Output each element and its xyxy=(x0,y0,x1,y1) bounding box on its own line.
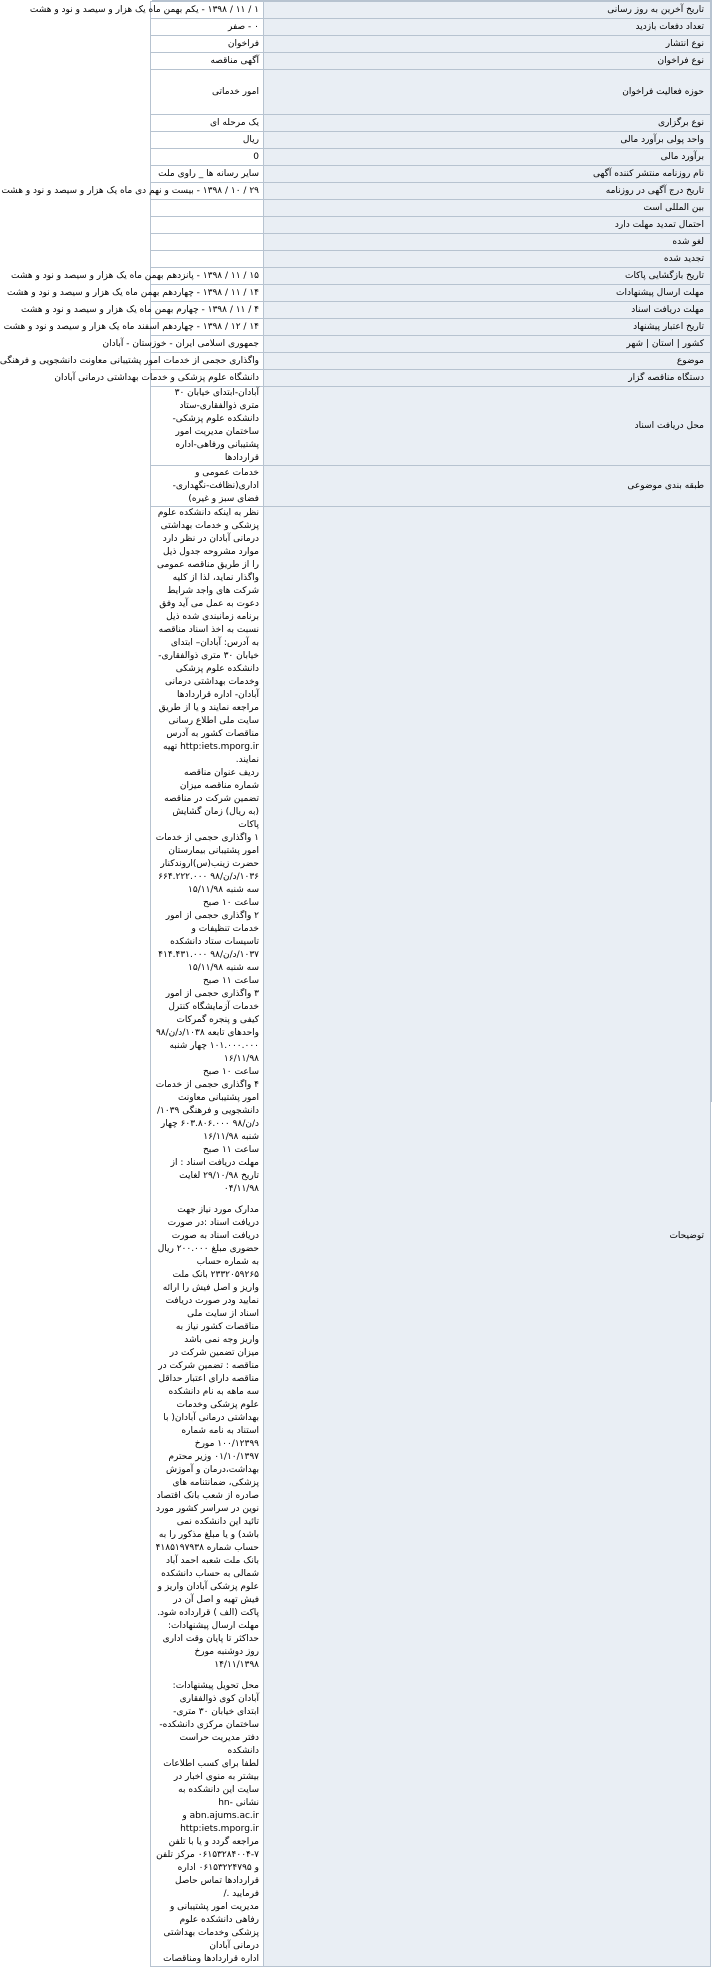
category-row xyxy=(151,466,711,507)
field-value-text: ۱ / ۱۱ / ۱۳۹۸ - یکم بهمن ماه یک هزار و سیصد و نود و هشت xyxy=(29,4,259,15)
field-label: تعداد دفعات بازدید xyxy=(264,19,711,36)
tender-info-table xyxy=(0,1,711,1967)
description-paragraph: ۴ واگذاری حجمی از خدمات امور پشتیبانی معاونت دانشجویی و فرهنگی ۱۰۳۹/د/ن/۹۸ ۶۰۳.۸۰۶.۰۰۰ چهار شنبه ۱۶/۱۱/۹۸ xyxy=(155,1080,259,1142)
field-value-text: ۱۴ / ۱۱ / ۱۳۹۸ - چهاردهم بهمن ماه یک هزار و سیصد و نود و هشت xyxy=(6,287,259,298)
proposal-deadline-row xyxy=(151,285,711,302)
field-value xyxy=(151,132,264,149)
description-paragraph: شماره مناقصه میزان تضمین شرکت در مناقصه (به ریال) زمان گشایش پاکات xyxy=(164,781,259,830)
field-label: نام روزنامه منتشر کننده آگهی xyxy=(264,166,711,183)
description-paragraph: مهلت ارسال پیشنهادات: حداکثر تا پایان وقت اداری روز دوشنبه مورخ ۱۴/۱۱/۱۳۹۸ xyxy=(162,1621,259,1670)
field-label: تجدید شده xyxy=(264,251,711,268)
field-value xyxy=(3,319,264,336)
field-value xyxy=(151,466,264,507)
estimate-row xyxy=(151,149,711,166)
description-text xyxy=(151,507,264,1967)
document-deadline-row xyxy=(151,302,711,319)
cancelled-row xyxy=(151,234,711,251)
holding-type-row xyxy=(151,115,711,132)
field-value-text: ۱۵ / ۱۱ / ۱۳۹۸ - پانزدهم بهمن ماه یک هزار و سیصد و نود و هشت xyxy=(11,270,259,281)
opening-date-row xyxy=(151,268,711,285)
description-paragraph: لطفا برای کسب اطلاعات بیشتر به منوی اخبار در سایت این دانشکده به نشانی hn-abn.ajums.ac.ir و http:iets.mporg.ir مراجعه گردد و یا با تلفن ۷-۰۶۱۵۳۲۸۴۰۰۴ مرکز تلفن و ۰۶۱۵۳۲۲۴۷۹۵ اداره قراردادها تماس حاصل فرمایید ./ xyxy=(156,1759,259,1899)
subject-row xyxy=(151,353,711,370)
field-value xyxy=(102,336,264,353)
description-paragraph: محل تحویل پیشنهادات: آبادان کوی ذوالفقاری ابتدای خیابان ۳۰ متری- ساختمان مرکزی دانشکده- دفتر مدیریت حراست دانشکده xyxy=(159,1681,259,1756)
field-label: بین المللی است xyxy=(264,200,711,217)
renewed-row xyxy=(151,251,711,268)
description-paragraph: ساعت ۱۰ صبح xyxy=(202,1067,259,1077)
publish-type-row xyxy=(151,36,711,53)
field-label: لغو شده xyxy=(264,234,711,251)
field-value-text: امور خدماتی xyxy=(211,86,259,97)
description-row xyxy=(151,507,711,1967)
field-value xyxy=(20,302,264,319)
field-value-text: خدمات عمومی و اداری(نظافت-نگهداری-فضای سبز و غیره) xyxy=(172,467,259,504)
field-label: محل دریافت اسناد xyxy=(264,387,711,466)
call-type-row xyxy=(151,53,711,70)
field-value xyxy=(29,2,264,19)
description-paragraph: مدیریت امور پشتیبانی و رفاهی دانشکده علوم پزشکی وخدمات بهداشتی درمانی آبادان xyxy=(163,1902,259,1951)
field-value xyxy=(151,166,264,183)
description-paragraph xyxy=(155,1196,259,1204)
description-paragraph: ساعت ۱۰ صبح xyxy=(202,898,259,908)
description-label: توضیحات xyxy=(264,507,711,1967)
description-paragraph: ردیف عنوان مناقصه xyxy=(184,768,259,778)
field-value-text: سایر رسانه ها _ راوی ملت xyxy=(158,168,259,179)
field-value xyxy=(151,234,264,251)
field-value-text: ۰ - صفر xyxy=(228,21,259,32)
field-value xyxy=(6,285,264,302)
currency-row xyxy=(151,132,711,149)
description-paragraph: ۲ واگذاری حجمی از امور خدمات تنظیفات و تاسیسات ستاد دانشکده ۱۰۳۷/د/ن/۹۸ ۴۱۴.۴۳۱.۰۰۰ سه شنبه ۱۵/۱۱/۹۸ xyxy=(158,911,259,973)
field-value-text: فراخوان xyxy=(227,38,259,49)
field-label: مهلت ارسال پیشنهادات xyxy=(264,285,711,302)
field-label: کشور | استان | شهر xyxy=(264,336,711,353)
field-label: مهلت دریافت اسناد xyxy=(264,302,711,319)
field-label: موضوع xyxy=(264,353,711,370)
last-update-row xyxy=(151,2,711,19)
field-value-text: جمهوری اسلامی ایران - خوزستان - آبادان xyxy=(102,338,259,349)
description-paragraph: میزان تضمین شرکت در مناقصه : تضمین شرکت در مناقصه دارای اعتبار حداقل سه ماهه به نام دانشکده علوم پزشکی وخدمات بهداشتی درمانی آبادان( با استناد به نامه شماره ۱۰۰/۱۲۳۹۹ مورخ ۰۱/۱۰/۱۳۹۷ وزیر محترم بهداشت،درمان و آموزش پزشکی، ضمانتنامه های صادره از شعب بانک اقتصاد نوین در سراسر کشور مورد تائید این دانشکده نمی باشد) و یا مبلغ مذکور را به حساب شماره ۴۱۸۵۱۹۷۹۳۸ بانک ملت شعبه احمد آباد شمالی به حساب دانشکده علوم پزشکی آبادان واریز و فیش تهیه و اصل آن در پاکت (الف ) قرارداده شود. xyxy=(155,1348,259,1618)
description-paragraph: ساعت ۱۱ صبح xyxy=(202,976,259,986)
field-label: احتمال تمدید مهلت دارد xyxy=(264,217,711,234)
field-value xyxy=(1,183,264,200)
description-paragraph: مدارک مورد نیاز جهت دریافت اسناد :در صورت دریافت اسناد به صورت حضوری مبلغ ۲۰۰.۰۰۰ ریال به شماره حساب ۲۳۳۲۰۵۹۲۶۵ بانک ملت واریز و اصل فیش را ارائه نمایید ودر صورت دریافت اسناد از سایت ملی مناقصات کشور نیاز به واریز وجه نمی باشد xyxy=(157,1205,259,1345)
description-paragraph: مهلت دریافت اسناد : از تاریخ ۲۹/۱۰/۹۸ لغایت ۰۴/۱۱/۹۸ xyxy=(170,1158,259,1194)
field-value xyxy=(151,200,264,217)
field-value xyxy=(151,36,264,53)
field-label: طبقه بندی موضوعی xyxy=(264,466,711,507)
activity-field-row xyxy=(151,70,711,115)
description-paragraph: ۱ واگذاری حجمی از خدمات امور پشتیبانی بیمارستان حضرت زینب(س)اروندکنار ۱۰۳۶/د/ن/۹۸ ۶۶۴.۲۲۲.۰۰۰ سه شنبه ۱۵/۱۱/۹۸ xyxy=(155,833,259,895)
description-paragraph: ساعت ۱۱ صبح xyxy=(202,1145,259,1155)
field-value-text: 0 xyxy=(253,151,259,162)
location-row xyxy=(151,336,711,353)
field-value-text: واگذاری حجمی از خدمات امور پشتیبانی معاونت دانشجویی و فرهنگی xyxy=(0,355,259,366)
extension-row xyxy=(151,217,711,234)
field-value xyxy=(54,370,264,387)
field-value-text: آگهی مناقصه xyxy=(210,55,259,66)
field-label: تاریخ اعتبار پیشنهاد xyxy=(264,319,711,336)
description-paragraph: ۳ واگذاری حجمی از امور خدمات آزمایشگاه کنترل کیفی و پنجره گمرکات واحدهای تابعه ۱۰۳۸/د/ن/۹۸ ۱۰۱.۰۰۰.۰۰۰ چهار شنبه ۱۶/۱۱/۹۸ xyxy=(155,989,259,1064)
field-label: نوع برگزاری xyxy=(264,115,711,132)
field-value-text: ۱۴ / ۱۲ / ۱۳۹۸ - چهاردهم اسفند ماه یک هزار و سیصد و نود و هشت xyxy=(3,321,259,332)
description-paragraph xyxy=(155,1672,259,1680)
field-value-text: دانشگاه علوم پزشکی و خدمات بهداشتی درمانی آبادان xyxy=(54,372,259,383)
field-value xyxy=(151,251,264,268)
field-label: دستگاه مناقصه گزار xyxy=(264,370,711,387)
field-value xyxy=(0,353,264,370)
field-label: واحد پولی برآورد مالی xyxy=(264,132,711,149)
field-value-text: آبادان-ابتدای خیابان ۳۰ متری ذوالفقاری-ستاد دانشکده علوم پزشکی-ساختمان مدیریت امور پشتیبانی ورفاهی-اداره قراردادها xyxy=(172,388,259,463)
field-label: نوع فراخوان xyxy=(264,53,711,70)
field-value-text: ۴ / ۱۱ / ۱۳۹۸ - چهارم بهمن ماه یک هزار و سیصد و نود و هشت xyxy=(20,304,259,315)
field-value xyxy=(11,268,264,285)
field-value-text: یک مرحله ای xyxy=(210,117,259,128)
field-value xyxy=(151,149,264,166)
field-value xyxy=(151,53,264,70)
description-paragraph: اداره قراردادها ومناقصات xyxy=(163,1954,259,1964)
field-label: برآورد مالی xyxy=(264,149,711,166)
international-row xyxy=(151,200,711,217)
field-value xyxy=(151,217,264,234)
field-label: تاریخ بازگشایی پاکات xyxy=(264,268,711,285)
proposal-validity-row xyxy=(151,319,711,336)
field-value-text: ریال xyxy=(242,134,259,145)
field-label: نوع انتشار xyxy=(264,36,711,53)
newspaper-row xyxy=(151,166,711,183)
field-label: حوزه فعالیت فراخوان xyxy=(264,70,711,115)
visit-count-row xyxy=(151,19,711,36)
field-value xyxy=(151,115,264,132)
document-address-row xyxy=(151,387,711,466)
field-label: تاریخ درج آگهی در روزنامه xyxy=(264,183,711,200)
field-value xyxy=(151,70,264,115)
field-value xyxy=(151,387,264,466)
newspaper-date-row xyxy=(151,183,711,200)
description-paragraph: نظر به اینکه دانشکده علوم پزشکی و خدمات بهداشتی درمانی آبادان در نظر دارد موارد مشروحه جدول ذیل را از طریق مناقصه عمومی واگذار نماید، لذا از کلیه شرکت های واجد شرایط دعوت به عمل می آید وفق برنامه زمانبندی شده ذیل نسبت به اخذ اسناد مناقصه به آدرس: آبادان– ابتدای خیابان ۳۰ متری ذوالفقاری- دانشکده علوم پزشکی وخدمات بهداشتی درمانی آبادان- اداره قراردادها مراجعه نمایند و یا از طریق سایت ملی اطلاع رسانی مناقصات کشور به آدرس http:iets.mporg.ir تهیه نمایند. xyxy=(156,508,259,765)
field-value-text: ۲۹ / ۱۰ / ۱۳۹۸ - بیست و نهم دی ماه یک هزار و سیصد و نود و هشت xyxy=(1,185,259,196)
organizer-row xyxy=(151,370,711,387)
field-label: تاریخ آخرین به روز رسانی xyxy=(264,2,711,19)
field-value xyxy=(151,19,264,36)
